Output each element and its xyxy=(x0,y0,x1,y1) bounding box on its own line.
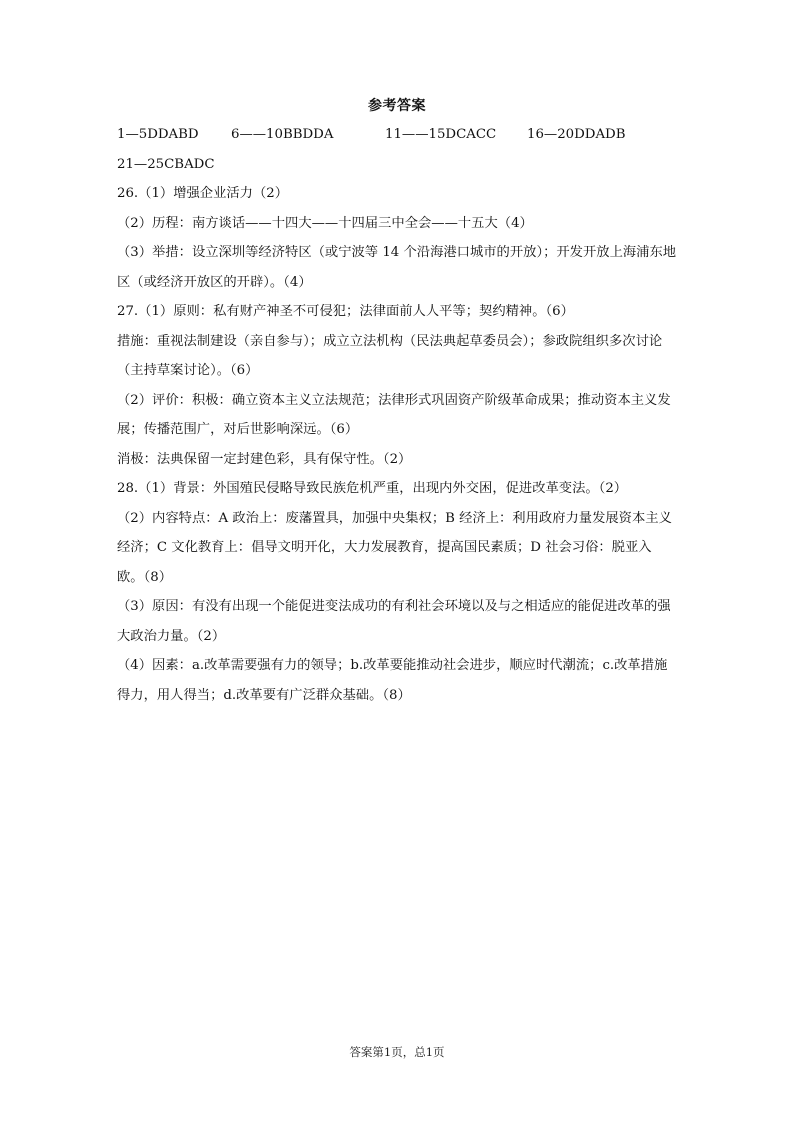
answer-paragraph-q28-3: （3）原因：有没有出现一个能促进变法成功的有利社会环境以及与之相适应的能促进改革的强大政治力量。（2） xyxy=(117,599,671,644)
answer-paragraph-q28-1: 28.（1）背景：外国殖民侵略导致民族危机严重，出现内外交困，促进改革变法。（2） xyxy=(117,481,628,496)
answer-paragraph-q26-1: 26.（1）增强企业活力（2） xyxy=(117,186,289,201)
answer-paragraph-q26-2: （2）历程：南方谈话——十四大——十四届三中全会——十五大（4） xyxy=(117,215,533,231)
answer-paragraph-q28-4: （4）因素：a.改革需要强有力的领导；b.改革要能推动社会进步，顺应时代潮流；c.改革措施得力，用人得当；d.改革要有广泛群众基础。（8） xyxy=(117,658,668,703)
choice-answer-group: 1—5DDABD xyxy=(117,127,199,142)
page-title: 参考答案 xyxy=(368,98,426,114)
answer-paragraph-q27-1: 27.（1）原则：私有财产神圣不可侵犯；法律面前人人平等；契约精神。（6） xyxy=(117,304,574,319)
answer-paragraph-q27-negative: 消极：法典保留一定封建色彩，具有保守性。（2） xyxy=(117,451,412,467)
choice-answer-group: 11——15DCACC xyxy=(385,127,497,142)
choice-answer-group: 6——10BBDDA xyxy=(231,127,334,142)
answer-paragraph-q27-measures: 措施：重视法制建设（亲自参与）；成立立法机构（民法典起草委员会）；参政院组织多次讨论（主持草案讨论）。（6） xyxy=(117,333,663,378)
page-footer: 答案第1页，总1页 xyxy=(349,1045,445,1059)
choice-answer-group: 21—25CBADC xyxy=(117,156,215,172)
answer-content xyxy=(117,120,677,710)
choice-answer-row xyxy=(117,150,677,180)
choice-answer-group: 16—20DDADB xyxy=(527,127,626,142)
answer-paragraph-q28-2: （2）内容特点：A 政治上：废藩置具，加强中央集权；B 经济上：利用政府力量发展资本主义经济；C 文化教育上：倡导文明开化，大力发展教育，提高国民素质；D 社会习俗：脱亚入欧。（8） xyxy=(117,510,672,585)
answer-paragraph-q27-2: （2）评价：积极：确立资本主义立法规范；法律形式巩固资产阶级革命成果；推动资本主义发展；传播范围广，对后世影响深远。（6） xyxy=(117,392,671,437)
answer-paragraph-q26-3: （3）举措：设立深圳等经济特区（或宁波等 14 个沿海港口城市的开放）；开发开放上海浦东地区（或经济开放区的开辟）。（4） xyxy=(117,245,677,290)
choice-answer-row xyxy=(117,120,677,150)
